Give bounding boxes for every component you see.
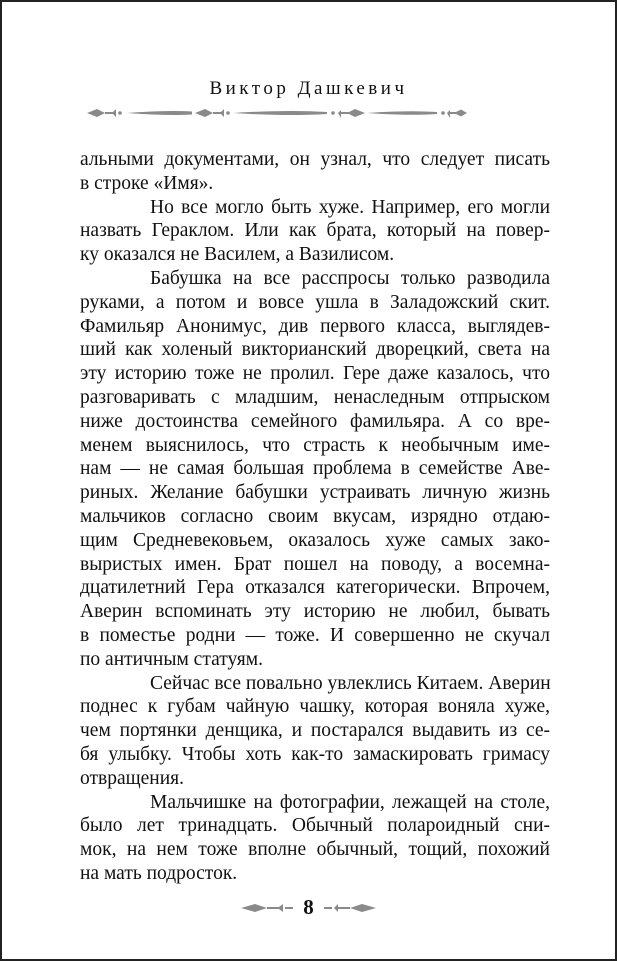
text-line: риных. Желание бабушки устраивать личную жизнь	[80, 482, 550, 504]
text-line: ший как холеный викторианский дворецкий, света на	[80, 339, 550, 361]
body-text	[80, 148, 550, 886]
header-ornament-rule	[87, 106, 467, 120]
page-footer	[2, 895, 615, 920]
text-line: ку оказался не Василем, а Вазилисом.	[80, 244, 395, 266]
running-header-author: Виктор Дашкевич	[209, 78, 408, 99]
text-line: дцатилетний Гера отказался категорически. Впрочем,	[80, 577, 550, 599]
text-line: мальчиков согласно своим вкусам, изрядно отдаю-	[80, 505, 550, 527]
page-number: 8	[303, 895, 314, 919]
text-line: в строке «Имя».	[80, 172, 214, 194]
left-ornament-icon	[241, 902, 293, 914]
text-line: отвращения.	[80, 767, 185, 789]
text-line: альными документами, он узнал, что следует писать	[80, 149, 550, 170]
text-line: Сейчас все повально увлеклись Китаем. Аверин	[150, 672, 551, 694]
text-line: поднес к губам чайную чашку, которая воняла хуже,	[80, 696, 550, 718]
text-line: Аверин вспоминать эту историю не любил, бывать	[80, 601, 550, 623]
text-line: было лет тринадцать. Обычный полароидный сни-	[80, 815, 550, 837]
text-line: назвать Гераклом. Или как брата, который на повер-	[80, 220, 550, 242]
text-line: чем портянки денщика, и постарался выдавить из се-	[80, 720, 550, 742]
text-line: нам — не самая большая проблема в семействе Аве-	[80, 458, 550, 480]
text-line: эту историю тоже не пролил. Гере даже казалось, что	[80, 363, 550, 385]
text-line: бя улыбку. Чтобы хоть как-то замаскировать гримасу	[80, 743, 550, 765]
text-line: выристых имен. Брат пошел на поводу, а восемна-	[80, 553, 550, 575]
text-line: по античным статуям.	[80, 648, 263, 670]
text-line: менем выяснилось, что страсть к необычным име-	[80, 434, 550, 456]
text-line: руками, а потом и вовсе ушла в Заладожский скит.	[80, 291, 550, 313]
text-line: разговаривать с младшим, ненаследным отпрыском	[80, 386, 550, 408]
text-line: Бабушка на все расспросы только разводила	[150, 267, 550, 289]
text-line: в поместье родни — тоже. И совершенно не скучал	[80, 624, 550, 646]
text-line: ниже достоинства семейного фамильяра. А со вре-	[80, 410, 550, 432]
text-line: Но все могло быть хуже. Например, его могли	[150, 196, 550, 218]
text-line: Фамильяр Анонимус, див первого класса, выглядев-	[80, 315, 550, 337]
right-ornament-icon	[324, 902, 376, 914]
text-line: Мальчишке на фотографии, лежащей на столе,	[150, 791, 550, 813]
text-line: на мать подросток.	[80, 862, 238, 884]
text-line: щим Средневековьем, оказалось хуже самых зако-	[80, 529, 550, 551]
text-line: мок, на нем тоже вполне обычный, тощий, похожий	[80, 839, 550, 861]
